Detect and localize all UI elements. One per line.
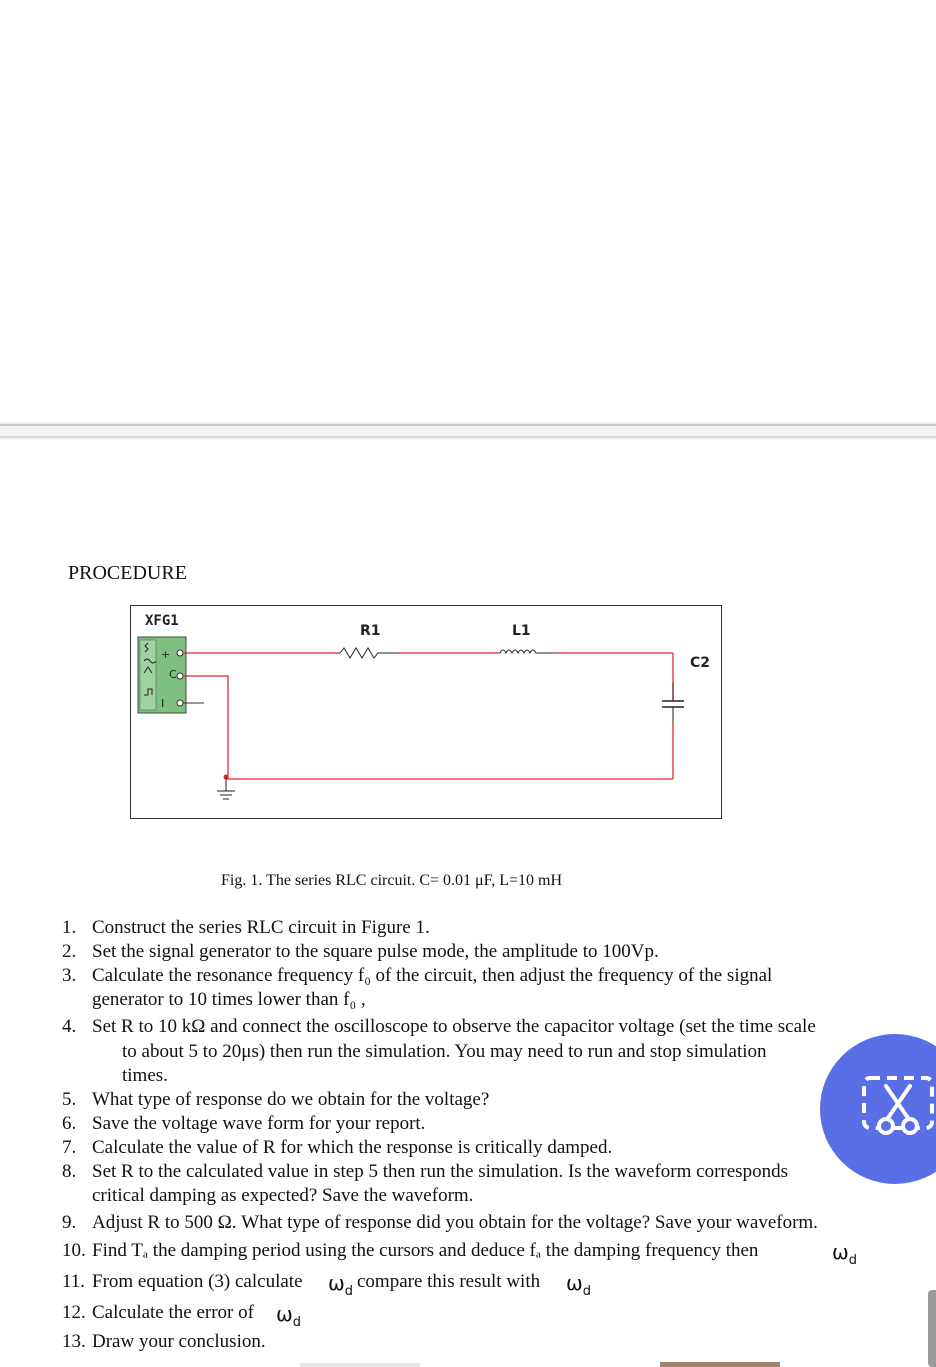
capacitor-label: C2: [690, 655, 711, 671]
omega-symbol: $\omega_d$: [328, 1271, 354, 1299]
list-item-continuation: generator to 10 times lower than f₀ ,: [92, 989, 366, 1010]
rlc-circuit-diagram: [130, 605, 722, 819]
list-item-continuation: to about 5 to 20μs) then run the simulation. You may need to run and stop simulation: [122, 1041, 767, 1062]
scissor-capture-button[interactable]: [820, 1034, 936, 1184]
resistor-label: R1: [360, 623, 381, 639]
blank-page-area: [0, 0, 936, 422]
list-item-continuation: times.: [122, 1065, 168, 1086]
next-page-preview: [300, 1360, 780, 1367]
section-heading: PROCEDURE: [68, 562, 187, 584]
omega-symbol: $\omega_d$: [276, 1302, 302, 1330]
generator-label: XFG1: [145, 613, 179, 629]
procedure-list: 1. Construct the series RLC circuit in Figure 1. 2. Set the signal generator to the square pulse mode, the amplitude to 100Vp. 3. Calculate the resonance frequency f₀ of the circuit, then adjust the frequency of the signal generator to 10 times lower than f₀ , 4. Set R to 10 kΩ and connect the oscilloscope to observe the capacitor voltage (set the time scale to about 5 to 20μs) then run the simulation. You may need to run and stop simulation times. 5. What type of response do we obtain for the voltage? 6. Save the voltage wave form for your report. 7. Calculate the value of R for which the response is critically damped. 8. Set R to the calculated value in step 5 then run the simulation. Is the waveform corresponds critical damping as expected? Save the waveform. 9. Adjust R to 500 Ω. What type of response did you obtain for the voltage? Save your waveform. 10. Find Tₐ the damping period using the cursors and deduce fₐ the damping frequency then $\omega_d$ 11. From equation (3) calculate $\omega_d$ compare this result with $\omega_d$ 12. Calculate the error of $\omega_d$ 13. Draw your conclusion.: [62, 917, 858, 1352]
figure-caption: Fig. 1. The series RLC circuit. C= 0.01 μF, L=10 mH: [221, 872, 563, 889]
page-separator-line: [0, 436, 936, 438]
scrollbar-thumb[interactable]: [928, 1290, 936, 1367]
omega-symbol: $\omega_d$: [566, 1271, 592, 1299]
circuit-figure: [130, 605, 722, 819]
figure-border: [131, 606, 722, 819]
page-separator-line: [0, 424, 936, 426]
list-item-continuation: compare this result with: [357, 1271, 541, 1292]
terminal-common: C: [169, 668, 177, 681]
scissor-icon: [860, 1074, 936, 1144]
inductor-label: L1: [512, 623, 531, 639]
terminal-minus: I: [161, 697, 165, 710]
terminal-plus: +: [161, 648, 171, 661]
omega-symbol: $\omega_d$: [832, 1240, 858, 1268]
list-item-continuation: critical damping as expected? Save the waveform.: [92, 1185, 474, 1206]
